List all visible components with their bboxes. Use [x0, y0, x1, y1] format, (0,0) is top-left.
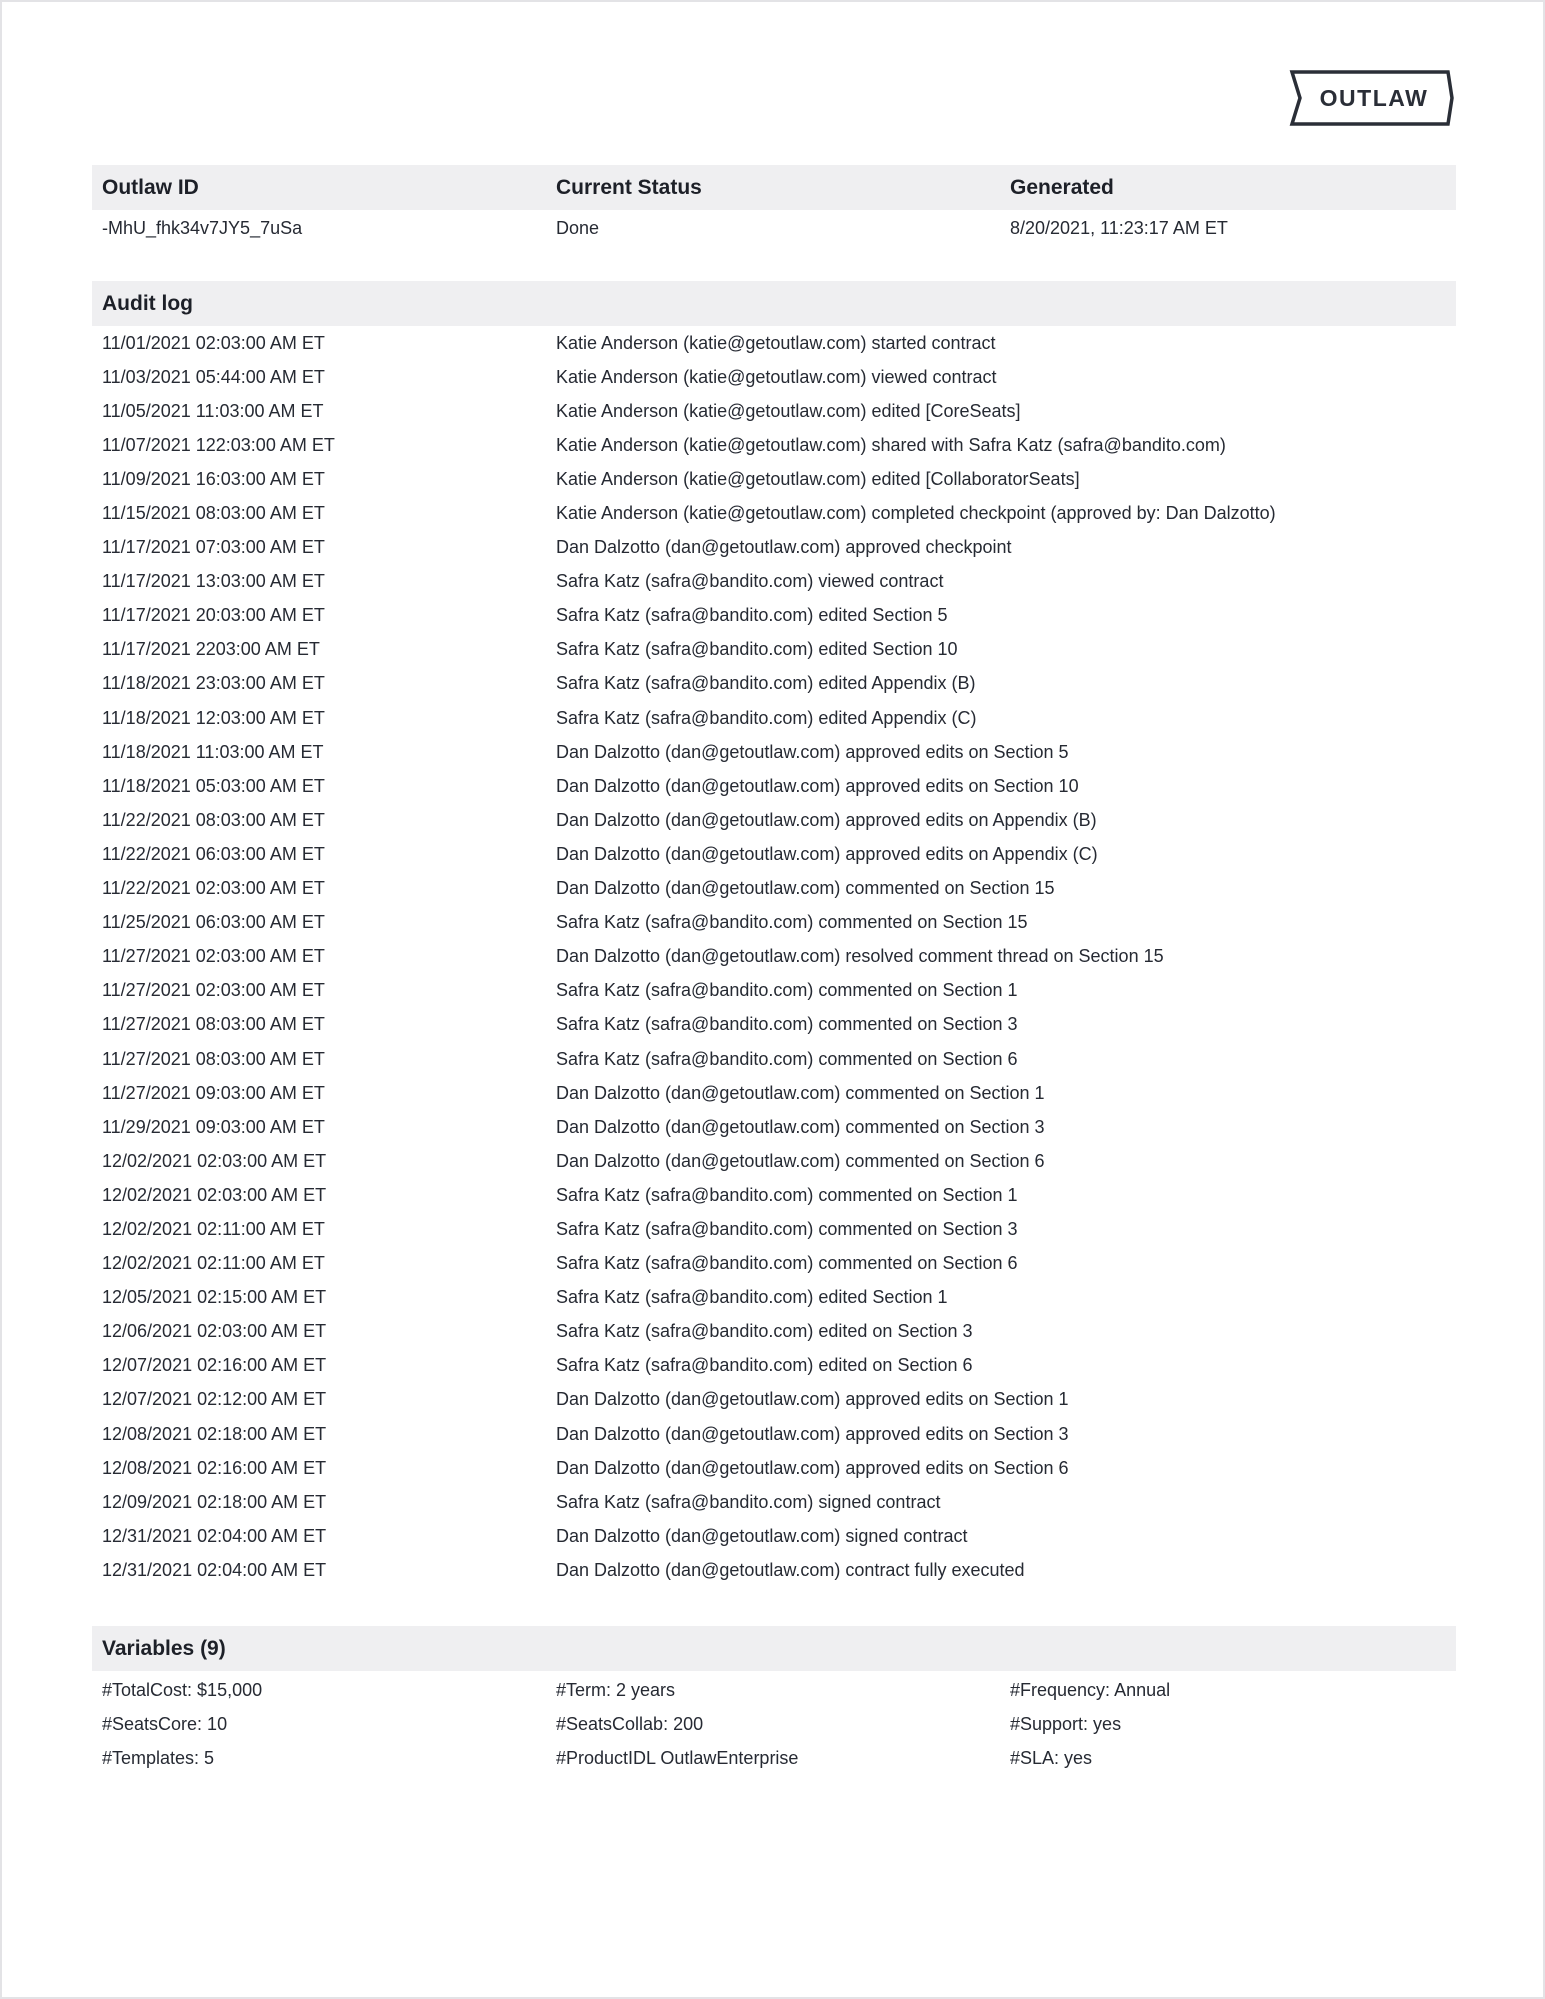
audit-log-timestamp: 11/07/2021 122:03:00 AM ET [102, 434, 335, 455]
audit-log-event: Safra Katz (safra@bandito.com) edited Appendix (B) [556, 673, 976, 694]
audit-log-section [92, 281, 1456, 1587]
audit-log-timestamp: 12/31/2021 02:04:00 AM ET [102, 1559, 327, 1580]
audit-log-event: Safra Katz (safra@bandito.com) edited on Section 3 [556, 1321, 973, 1342]
audit-log-row [92, 599, 1456, 633]
variable-item: #Support: yes [1010, 1713, 1122, 1734]
variables-row [92, 1707, 1456, 1741]
audit-log-timestamp: 12/08/2021 02:18:00 AM ET [102, 1423, 327, 1444]
audit-log-event: Dan Dalzotto (dan@getoutlaw.com) approved edits on Appendix (C) [556, 843, 1098, 864]
audit-log-event: Safra Katz (safra@bandito.com) commented on Section 1 [556, 980, 1018, 1001]
outlaw-id-value: -MhU_fhk34v7JY5_7uSa [102, 217, 303, 238]
variable-item: #Templates: 5 [102, 1747, 215, 1768]
audit-log-row [92, 1417, 1456, 1451]
variables-row [92, 1673, 1456, 1707]
audit-log-timestamp: 12/02/2021 02:03:00 AM ET [102, 1184, 327, 1205]
audit-log-row [92, 701, 1456, 735]
outlaw-id-header: Outlaw ID [102, 175, 199, 199]
audit-log-event: Safra Katz (safra@bandito.com) edited on Section 6 [556, 1355, 973, 1376]
audit-log-row [92, 1281, 1456, 1315]
audit-log-timestamp: 11/27/2021 02:03:00 AM ET [102, 980, 325, 1001]
audit-log-row [92, 1383, 1456, 1417]
audit-log-list [92, 326, 1456, 1587]
audit-log-row [92, 1349, 1456, 1383]
audit-log-row [92, 394, 1456, 428]
generated-header: Generated [1010, 175, 1114, 199]
audit-log-event: Safra Katz (safra@bandito.com) commented on Section 15 [556, 912, 1028, 933]
audit-log-event: Safra Katz (safra@bandito.com) edited Appendix (C) [556, 707, 977, 728]
audit-log-event: Dan Dalzotto (dan@getoutlaw.com) approved edits on Section 6 [556, 1457, 1069, 1478]
audit-log-timestamp: 11/18/2021 11:03:00 AM ET [102, 741, 324, 762]
meta-section [92, 165, 1456, 246]
audit-log-timestamp: 11/18/2021 12:03:00 AM ET [102, 707, 325, 728]
audit-log-row [92, 1076, 1456, 1110]
audit-log-event: Katie Anderson (katie@getoutlaw.com) edited [CoreSeats] [556, 400, 1021, 421]
audit-log-event: Katie Anderson (katie@getoutlaw.com) shared with Safra Katz (safra@bandito.com) [556, 434, 1226, 455]
audit-log-timestamp: 11/27/2021 02:03:00 AM ET [102, 946, 325, 967]
audit-log-event: Dan Dalzotto (dan@getoutlaw.com) signed contract [556, 1525, 968, 1546]
audit-log-event: Dan Dalzotto (dan@getoutlaw.com) approved edits on Section 1 [556, 1389, 1069, 1410]
audit-log-row [92, 1042, 1456, 1076]
variables-list [92, 1671, 1456, 1775]
meta-values-row [92, 210, 1456, 246]
audit-log-timestamp: 11/22/2021 08:03:00 AM ET [102, 809, 325, 830]
audit-log-row [92, 326, 1456, 360]
audit-log-timestamp: 11/22/2021 02:03:00 AM ET [102, 878, 325, 899]
audit-log-timestamp: 11/27/2021 08:03:00 AM ET [102, 1014, 325, 1035]
audit-log-row [92, 496, 1456, 530]
audit-log-timestamp: 11/29/2021 09:03:00 AM ET [102, 1116, 325, 1137]
audit-log-timestamp: 12/31/2021 02:04:00 AM ET [102, 1525, 327, 1546]
audit-log-timestamp: 12/06/2021 02:03:00 AM ET [102, 1321, 327, 1342]
audit-log-row [92, 803, 1456, 837]
audit-log-event: Dan Dalzotto (dan@getoutlaw.com) commented on Section 1 [556, 1082, 1045, 1103]
audit-log-row [92, 667, 1456, 701]
audit-log-event: Katie Anderson (katie@getoutlaw.com) completed checkpoint (approved by: Dan Dalzotto) [556, 503, 1276, 524]
audit-log-row [92, 565, 1456, 599]
audit-log-row [92, 462, 1456, 496]
variable-item: #SeatsCollab: 200 [556, 1713, 704, 1734]
audit-log-event: Dan Dalzotto (dan@getoutlaw.com) commented on Section 6 [556, 1150, 1045, 1171]
audit-log-timestamp: 12/07/2021 02:16:00 AM ET [102, 1355, 327, 1376]
audit-log-row [92, 974, 1456, 1008]
audit-log-event: Safra Katz (safra@bandito.com) edited Section 10 [556, 639, 958, 660]
audit-log-row [92, 769, 1456, 803]
audit-log-event: Katie Anderson (katie@getoutlaw.com) viewed contract [556, 366, 997, 387]
audit-log-row [92, 872, 1456, 906]
audit-log-title: Audit log [92, 281, 1456, 326]
variables-section [92, 1626, 1456, 1775]
variable-item: #ProductIDL OutlawEnterprise [556, 1747, 799, 1768]
audit-log-event: Dan Dalzotto (dan@getoutlaw.com) approved edits on Appendix (B) [556, 809, 1097, 830]
audit-log-timestamp: 11/18/2021 23:03:00 AM ET [102, 673, 325, 694]
audit-log-timestamp: 12/09/2021 02:18:00 AM ET [102, 1491, 327, 1512]
generated-value: 8/20/2021, 11:23:17 AM ET [1010, 217, 1228, 238]
audit-log-event: Safra Katz (safra@bandito.com) commented on Section 6 [556, 1253, 1018, 1274]
audit-log-timestamp: 12/02/2021 02:03:00 AM ET [102, 1150, 327, 1171]
variable-item: #Term: 2 years [556, 1679, 676, 1700]
logo-text: OUTLAW [1319, 85, 1429, 111]
audit-log-row [92, 360, 1456, 394]
audit-log-timestamp: 11/15/2021 08:03:00 AM ET [102, 503, 325, 524]
audit-log-row [92, 837, 1456, 871]
variables-row [92, 1741, 1456, 1775]
variables-title: Variables (9) [92, 1626, 1456, 1671]
audit-log-event: Safra Katz (safra@bandito.com) edited Section 1 [556, 1287, 948, 1308]
audit-log-timestamp: 11/27/2021 09:03:00 AM ET [102, 1082, 325, 1103]
audit-log-row [92, 940, 1456, 974]
audit-log-timestamp: 11/09/2021 16:03:00 AM ET [102, 468, 325, 489]
audit-log-row [92, 1110, 1456, 1144]
audit-log-row [92, 428, 1456, 462]
audit-log-timestamp: 11/25/2021 06:03:00 AM ET [102, 912, 325, 933]
audit-log-timestamp: 11/05/2021 11:03:00 AM ET [102, 400, 324, 421]
audit-log-row [92, 1315, 1456, 1349]
audit-log-event: Safra Katz (safra@bandito.com) commented on Section 6 [556, 1048, 1018, 1069]
audit-log-timestamp: 11/17/2021 07:03:00 AM ET [102, 537, 325, 558]
audit-log-row [92, 735, 1456, 769]
audit-log-timestamp: 11/18/2021 05:03:00 AM ET [102, 775, 325, 796]
audit-log-event: Katie Anderson (katie@getoutlaw.com) started contract [556, 332, 996, 353]
audit-log-timestamp: 11/22/2021 06:03:00 AM ET [102, 843, 325, 864]
current-status-header: Current Status [556, 175, 702, 199]
audit-log-row [92, 531, 1456, 565]
audit-log-row [92, 906, 1456, 940]
audit-log-event: Katie Anderson (katie@getoutlaw.com) edited [CollaboratorSeats] [556, 468, 1080, 489]
meta-header-row [92, 165, 1456, 210]
variable-item: #SeatsCore: 10 [102, 1713, 228, 1734]
audit-log-event: Dan Dalzotto (dan@getoutlaw.com) approved checkpoint [556, 537, 1012, 558]
audit-log-event: Dan Dalzotto (dan@getoutlaw.com) contract fully executed [556, 1559, 1025, 1580]
audit-log-timestamp: 11/27/2021 08:03:00 AM ET [102, 1048, 325, 1069]
variable-item: #TotalCost: $15,000 [102, 1679, 263, 1700]
audit-log-timestamp: 11/01/2021 02:03:00 AM ET [102, 332, 325, 353]
variable-item: #SLA: yes [1010, 1747, 1093, 1768]
outlaw-logo [1288, 68, 1456, 128]
audit-log-event: Dan Dalzotto (dan@getoutlaw.com) resolved comment thread on Section 15 [556, 946, 1164, 967]
audit-log-event: Dan Dalzotto (dan@getoutlaw.com) approved edits on Section 10 [556, 775, 1079, 796]
audit-log-timestamp: 11/17/2021 20:03:00 AM ET [102, 605, 325, 626]
audit-log-event: Safra Katz (safra@bandito.com) commented on Section 3 [556, 1014, 1018, 1035]
audit-log-event: Safra Katz (safra@bandito.com) commented on Section 3 [556, 1218, 1018, 1239]
audit-log-event: Dan Dalzotto (dan@getoutlaw.com) commented on Section 15 [556, 878, 1055, 899]
audit-log-event: Dan Dalzotto (dan@getoutlaw.com) approved edits on Section 5 [556, 741, 1069, 762]
variable-item: #Frequency: Annual [1010, 1679, 1171, 1700]
audit-log-event: Safra Katz (safra@bandito.com) edited Section 5 [556, 605, 948, 626]
audit-log-row [92, 633, 1456, 667]
audit-log-event: Safra Katz (safra@bandito.com) signed contract [556, 1491, 941, 1512]
audit-log-row [92, 1247, 1456, 1281]
audit-log-row [92, 1485, 1456, 1519]
audit-log-event: Dan Dalzotto (dan@getoutlaw.com) commented on Section 3 [556, 1116, 1045, 1137]
audit-log-row [92, 1519, 1456, 1553]
audit-log-row [92, 1008, 1456, 1042]
audit-log-row [92, 1212, 1456, 1246]
audit-log-timestamp: 12/08/2021 02:16:00 AM ET [102, 1457, 327, 1478]
audit-log-row [92, 1178, 1456, 1212]
audit-log-event: Safra Katz (safra@bandito.com) viewed contract [556, 571, 944, 592]
audit-log-timestamp: 12/02/2021 02:11:00 AM ET [102, 1218, 325, 1239]
audit-log-timestamp: 12/05/2021 02:15:00 AM ET [102, 1287, 327, 1308]
audit-log-row [92, 1144, 1456, 1178]
audit-log-row [92, 1451, 1456, 1485]
audit-log-row [92, 1553, 1456, 1587]
audit-log-timestamp: 11/17/2021 13:03:00 AM ET [102, 571, 325, 592]
audit-log-timestamp: 11/17/2021 2203:00 AM ET [102, 639, 320, 660]
current-status-value: Done [556, 217, 600, 238]
audit-log-event: Dan Dalzotto (dan@getoutlaw.com) approved edits on Section 3 [556, 1423, 1069, 1444]
audit-log-timestamp: 12/07/2021 02:12:00 AM ET [102, 1389, 327, 1410]
audit-log-timestamp: 12/02/2021 02:11:00 AM ET [102, 1253, 325, 1274]
audit-log-timestamp: 11/03/2021 05:44:00 AM ET [102, 366, 325, 387]
audit-log-event: Safra Katz (safra@bandito.com) commented on Section 1 [556, 1184, 1018, 1205]
